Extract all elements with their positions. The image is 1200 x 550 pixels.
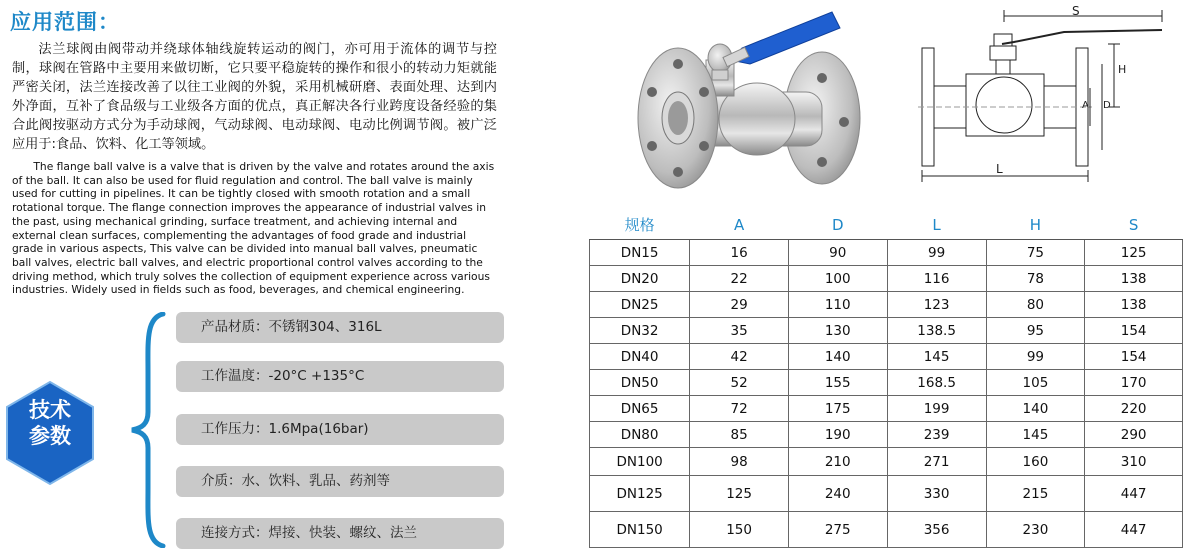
d-cell: 155 (788, 370, 887, 396)
table-row (590, 292, 1183, 318)
s-cell: 138 (1085, 292, 1183, 318)
dim-label-h: H (1118, 63, 1127, 76)
table-header-row (590, 210, 1183, 240)
table-row (590, 422, 1183, 448)
spec-temperature: 工作温度：-20°C +135°C (176, 361, 504, 392)
s-cell: 154 (1085, 344, 1183, 370)
h-cell: 160 (986, 448, 1085, 476)
d-cell: 90 (788, 240, 887, 266)
size-cell: DN25 (590, 292, 690, 318)
h-cell: 145 (986, 422, 1085, 448)
a-cell: 22 (690, 266, 789, 292)
h-cell: 230 (986, 512, 1085, 548)
size-cell: DN65 (590, 396, 690, 422)
l-cell: 116 (887, 266, 986, 292)
section-title: 应用范围： (10, 10, 120, 34)
size-cell: DN150 (590, 512, 690, 548)
d-cell: 140 (788, 344, 887, 370)
l-cell: 99 (887, 240, 986, 266)
d-cell: 240 (788, 476, 887, 512)
english-description: The flange ball valve is a valve that is driven by the valve and rotates around the axis of the ball. It can also be used for fluid regulation and control. The ball valve is mainly used for cutting in pipelines. It can be tightly closed with smooth rotation and a small rotational torque. The flange connection improves the appearance of industrial valves in the past, using mechanical grinding, surface treatment, and achieving internal and external clean surfaces, complementing the advantages of food grade and industrial grade in various aspects, This valve can be divided into manual ball valves, pneumatic ball valves, electric ball valves, and electric proportional control valves according to the driving method, which truly solves the collection of equipment experience across various industries. Widely used in fields such as food, beverages, and chemical engineering. (12, 160, 495, 297)
h-cell: 78 (986, 266, 1085, 292)
header-a: A (690, 210, 789, 240)
d-cell: 100 (788, 266, 887, 292)
dim-label-s: S (1072, 4, 1080, 18)
dim-label-l: L (996, 162, 1003, 176)
size-cell: DN15 (590, 240, 690, 266)
table-row (590, 476, 1183, 512)
size-cell: DN20 (590, 266, 690, 292)
a-cell: 72 (690, 396, 789, 422)
a-cell: 125 (690, 476, 789, 512)
l-cell: 145 (887, 344, 986, 370)
a-cell: 42 (690, 344, 789, 370)
size-cell: DN80 (590, 422, 690, 448)
s-cell: 125 (1085, 240, 1183, 266)
s-cell: 310 (1085, 448, 1183, 476)
header-s: S (1085, 210, 1183, 240)
l-cell: 239 (887, 422, 986, 448)
d-cell: 110 (788, 292, 887, 318)
spec-connection: 连接方式：焊接、快装、螺纹、法兰 (176, 518, 504, 549)
h-cell: 80 (986, 292, 1085, 318)
header-size: 规格 (590, 210, 690, 240)
brace-icon (118, 312, 178, 548)
size-cell: DN40 (590, 344, 690, 370)
s-cell: 170 (1085, 370, 1183, 396)
h-cell: 140 (986, 396, 1085, 422)
l-cell: 168.5 (887, 370, 986, 396)
h-cell: 215 (986, 476, 1085, 512)
d-cell: 210 (788, 448, 887, 476)
s-cell: 138 (1085, 266, 1183, 292)
dim-label-a: A (1082, 100, 1089, 111)
size-cell: DN32 (590, 318, 690, 344)
h-cell: 75 (986, 240, 1085, 266)
a-cell: 52 (690, 370, 789, 396)
tech-params-label: 技术 参数 (29, 398, 71, 448)
size-cell: DN50 (590, 370, 690, 396)
s-cell: 154 (1085, 318, 1183, 344)
spec-medium: 介质：水、饮料、乳品、药剂等 (176, 466, 504, 497)
a-cell: 35 (690, 318, 789, 344)
dim-label-d: D (1103, 100, 1111, 111)
s-cell: 290 (1085, 422, 1183, 448)
table-row (590, 318, 1183, 344)
l-cell: 138.5 (887, 318, 986, 344)
table-row (590, 396, 1183, 422)
header-h: H (986, 210, 1085, 240)
spec-material: 产品材质：不锈钢304、316L (176, 312, 504, 343)
a-cell: 85 (690, 422, 789, 448)
a-cell: 98 (690, 448, 789, 476)
s-cell: 447 (1085, 512, 1183, 548)
d-cell: 130 (788, 318, 887, 344)
size-cell: DN100 (590, 448, 690, 476)
h-cell: 105 (986, 370, 1085, 396)
size-cell: DN125 (590, 476, 690, 512)
header-d: D (788, 210, 887, 240)
a-cell: 29 (690, 292, 789, 318)
h-cell: 95 (986, 318, 1085, 344)
spec-pressure: 工作压力：1.6Mpa(16bar) (176, 414, 504, 445)
valve-dimension-drawing (914, 4, 1170, 184)
l-cell: 123 (887, 292, 986, 318)
table-row (590, 370, 1183, 396)
ball-valve-photo (622, 0, 878, 200)
chinese-description: 法兰球阀由阀带动并绕球体轴线旋转运动的阀门，亦可用于流体的调节与控制，球阀在管路中主要用来做切断，它只要平稳旋转的操作和很小的转动力矩就能严密关闭，法兰连接改善了以往工业阀的外貌，采用机械研磨、表面处理、达到内外净面，互补了食品级与工业级各方面的优点，真正解决各行业跨度设备经验的集合此阀按驱动方式分为手动球阀，气动球阀、电动球阀、电动比例调节阀。被广泛应用于:食品、饮料、化工等领域。 (12, 42, 497, 152)
a-cell: 150 (690, 512, 789, 548)
table-row (590, 344, 1183, 370)
l-cell: 356 (887, 512, 986, 548)
d-cell: 175 (788, 396, 887, 422)
d-cell: 275 (788, 512, 887, 548)
table-row (590, 512, 1183, 548)
d-cell: 190 (788, 422, 887, 448)
l-cell: 271 (887, 448, 986, 476)
s-cell: 220 (1085, 396, 1183, 422)
table-row (590, 448, 1183, 476)
h-cell: 99 (986, 344, 1085, 370)
header-l: L (887, 210, 986, 240)
l-cell: 199 (887, 396, 986, 422)
table-row (590, 240, 1183, 266)
dimension-table (589, 210, 1183, 548)
a-cell: 16 (690, 240, 789, 266)
table-row (590, 266, 1183, 292)
s-cell: 447 (1085, 476, 1183, 512)
l-cell: 330 (887, 476, 986, 512)
